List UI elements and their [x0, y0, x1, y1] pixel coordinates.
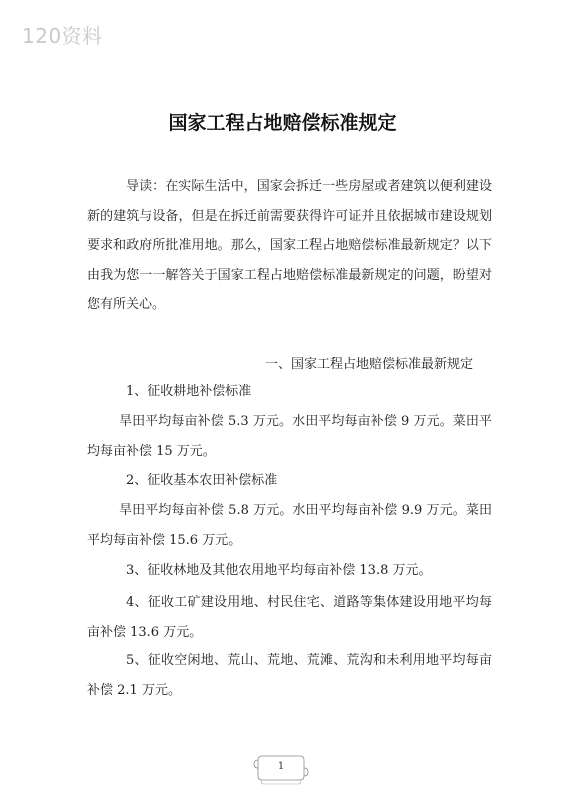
intro-paragraph: 导读：在实际生活中，国家会拆迁一些房屋或者建筑以便利建设新的建筑与设备，但是在拆迁前需要获得许可证并且依据城市建设规划要求和政府所批准用地。那么，国家工程占地赔偿标准最新规定？以下由我为您一一解答关于国家工程占地赔偿标准最新规定的问题，盼望对您有所关心。 — [87, 179, 492, 312]
page-number: 1 — [277, 761, 285, 772]
document-title: 国家工程占地赔偿标准规定 — [168, 111, 397, 134]
item-2-heading: 2、征收基本农田补偿标准 — [126, 473, 278, 488]
section-heading: 一、国家工程占地赔偿标准最新规定 — [264, 357, 473, 372]
item-4: 4、征收工矿建设用地、村民住宅、道路等集体建设用地平均每亩补偿 13.6 万元。 — [87, 595, 492, 640]
item-2-body: 旱田平均每亩补偿 5.8 万元。水田平均每亩补偿 9.9 万元。菜田平均每亩补偿 15.6 万元。 — [87, 503, 492, 548]
item-3: 3、征收林地及其他农用地平均每亩补偿 13.8 万元。 — [126, 563, 432, 578]
page-footer — [252, 748, 310, 786]
item-5: 5、征收空闲地、荒山、荒地、荒滩、荒沟和未利用地平均每亩补偿 2.1 万元。 — [87, 653, 492, 698]
watermark-logo: 120资料 — [22, 24, 103, 48]
item-1-body: 旱田平均每亩补偿 5.3 万元。水田平均每亩补偿 9 万元。菜田平均每亩补偿 15 万元。 — [87, 414, 492, 459]
item-1-heading: 1、征收耕地补偿标准 — [126, 384, 252, 399]
